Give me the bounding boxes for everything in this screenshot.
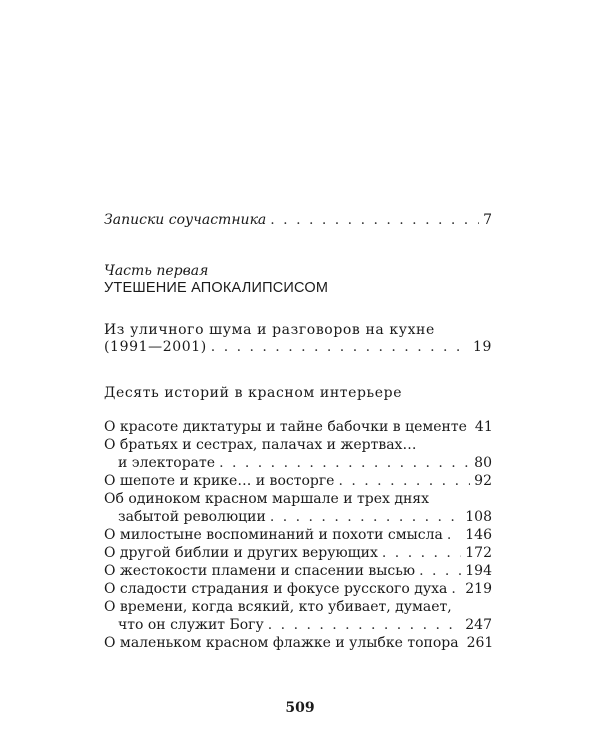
toc-entry-title: О милостыне воспоминаний и похоти смысла — [104, 527, 443, 543]
toc-entry-story-2[interactable] — [118, 453, 492, 473]
toc-entry-title: О другой библии и других верующих — [104, 545, 378, 561]
section-title: Десять историй в красном интерьере — [104, 385, 403, 401]
dot-leader — [447, 525, 461, 545]
toc-entry-page: 19 — [472, 339, 492, 355]
toc-entry-story-9[interactable] — [118, 615, 492, 635]
toc-entry-intro[interactable] — [104, 210, 492, 230]
toc-entry-title: забытой революции — [118, 509, 266, 525]
dot-leader — [270, 507, 461, 527]
toc-entry-story-4[interactable] — [118, 507, 492, 527]
toc-entry-title: О сладости страдания и фокусе русского духа — [104, 581, 448, 597]
toc-entry-story-4-line1: Об одиноком красном маршале и трех днях — [104, 491, 430, 507]
dot-leader — [451, 579, 461, 599]
toc-entry-story-8[interactable] — [104, 579, 492, 599]
toc-entry-page: 146 — [465, 527, 492, 543]
toc-entry-page: 41 — [474, 419, 493, 435]
toc-entry-title: Записки соучастника — [104, 212, 267, 228]
dot-leader — [219, 453, 470, 473]
part-label: Часть первая — [104, 263, 209, 279]
page-number: 509 — [285, 700, 315, 716]
toc-entry-title: О маленьком красном флажке и улыбке топора — [104, 635, 459, 651]
dot-leader — [419, 561, 461, 581]
dot-leader — [211, 337, 469, 357]
toc-entry-title: О красоте диктатуры и тайне бабочки в цементе — [104, 419, 467, 435]
toc-entry-title: О жестокости пламени и спасении высью — [104, 563, 416, 579]
toc-entry-page: 172 — [465, 545, 492, 561]
toc-entry-page: 92 — [474, 473, 492, 489]
toc-entry-title: О шепоте и крике… и восторге — [104, 473, 335, 489]
dot-leader — [382, 543, 461, 563]
toc-entry-page: 219 — [465, 581, 492, 597]
dot-leader — [338, 471, 470, 491]
dot-leader — [268, 615, 462, 635]
toc-entry-page: 80 — [474, 455, 492, 471]
toc-entry-story-10[interactable] — [104, 633, 492, 653]
toc-entry-story-1[interactable] — [104, 417, 492, 437]
toc-entry-title: что он служит Богу — [118, 617, 264, 633]
section-title-line1: Из уличного шума и разговоров на кухне — [104, 322, 435, 338]
toc-entry-title: и электорате — [118, 455, 216, 471]
toc-entry-story-3[interactable] — [104, 471, 492, 491]
toc-entry-story-5[interactable] — [104, 525, 492, 545]
toc-entry-story-9-line1: О времени, когда всякий, кто убивает, думает, — [104, 599, 452, 615]
toc-entry-page: 261 — [466, 635, 494, 651]
part-title: УТЕШЕНИЕ АПОКАЛИПСИСОМ — [104, 280, 329, 296]
toc-entry-page: 108 — [465, 509, 492, 525]
dot-leader — [270, 210, 479, 230]
toc-entry-section1[interactable] — [104, 337, 492, 357]
toc-entry-title: (1991—2001) — [104, 339, 207, 355]
toc-entry-story-6[interactable] — [104, 543, 492, 563]
toc-entry-story-7[interactable] — [104, 561, 492, 581]
toc-entry-page: 7 — [483, 212, 492, 228]
toc-entry-story-2-line1: О братьях и сестрах, палачах и жертвах… — [104, 437, 417, 453]
toc-entry-page: 247 — [465, 617, 492, 633]
toc-entry-page: 194 — [465, 563, 492, 579]
